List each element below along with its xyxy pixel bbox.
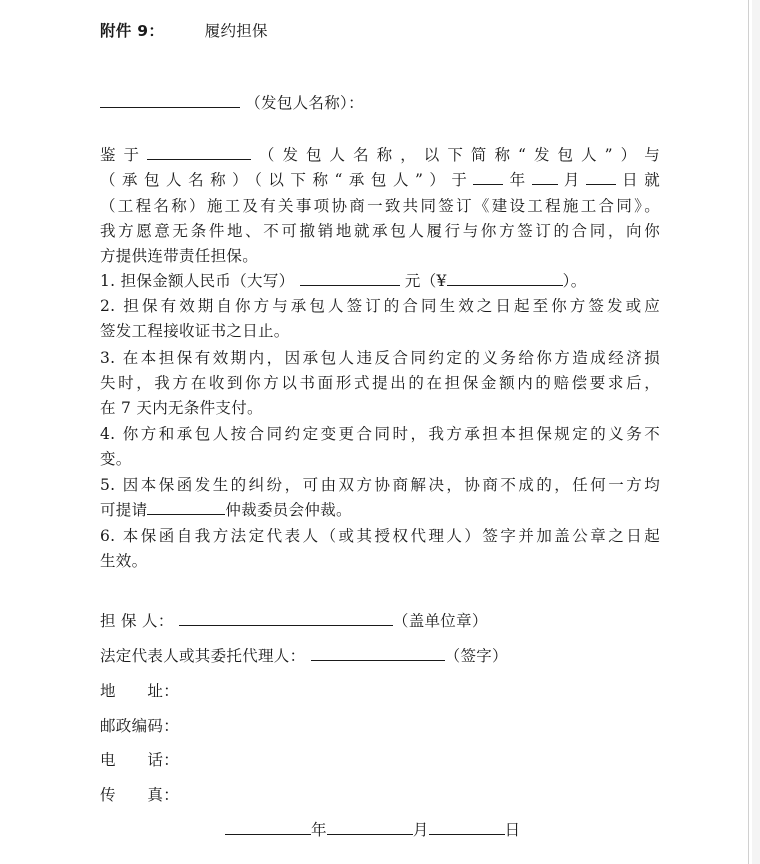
item-3-line-3: 在 7 天内无条件支付。 bbox=[100, 399, 263, 417]
salutation-text: （发包人名称）： bbox=[245, 94, 364, 112]
attachment-label: 附件 9： bbox=[100, 22, 165, 40]
fax-label: 传 真： bbox=[100, 786, 180, 804]
intro-line-2 bbox=[100, 170, 660, 190]
item-3-line-1: 3. 在本担保有效期内，因承包人违反合同约定的义务给你方造成经济损 bbox=[100, 349, 660, 367]
day-text: 日就 bbox=[615, 171, 660, 189]
item-text: ）。 bbox=[562, 272, 587, 290]
postal-code-label: 邮政编码： bbox=[100, 717, 180, 735]
date-year-blank[interactable] bbox=[225, 820, 311, 835]
item-2-line-1: 2. 担保有效期自你方与承包人签订的合同生效之日起至你方签发或应 bbox=[100, 297, 660, 315]
date-year-text: 年 bbox=[311, 821, 327, 839]
date-line bbox=[225, 820, 520, 840]
arbitration-commission-blank[interactable] bbox=[147, 500, 225, 515]
scroll-gutter bbox=[752, 0, 760, 864]
page-edge bbox=[748, 0, 749, 864]
intro-text: （承包人名称）（以下称“承包人”）于 bbox=[100, 171, 474, 189]
representative-blank[interactable] bbox=[311, 646, 445, 661]
phone-label: 电 话： bbox=[100, 751, 180, 769]
date-day-text: 日 bbox=[504, 821, 521, 839]
item-6-line-2: 生效。 bbox=[100, 552, 148, 570]
month-blank[interactable] bbox=[532, 170, 558, 185]
salutation-line bbox=[100, 93, 364, 113]
intro-text: 鉴于 bbox=[100, 146, 148, 164]
date-month-blank[interactable] bbox=[327, 820, 413, 835]
intro-line-4: 我方愿意无条件地、不可撤销地就承包人履行与你方签订的合同，向你 bbox=[100, 222, 660, 240]
item-text: 可提请 bbox=[100, 501, 148, 519]
item-text: 元（¥ bbox=[404, 272, 447, 290]
attachment-header bbox=[100, 21, 268, 41]
intro-line-5: 方提供连带责任担保。 bbox=[100, 247, 259, 265]
guarantor-blank[interactable] bbox=[179, 611, 393, 626]
item-2-line-2: 签发工程接收证书之日止。 bbox=[100, 322, 290, 340]
month-text: 月 bbox=[557, 171, 586, 189]
representative-note: （签字） bbox=[444, 647, 508, 665]
date-month-text: 月 bbox=[412, 821, 429, 839]
day-blank[interactable] bbox=[586, 170, 616, 185]
item-6-line-1: 6. 本保函自我方法定代表人（或其授权代理人）签字并加盖公章之日起 bbox=[100, 527, 660, 545]
amount-words-blank[interactable] bbox=[300, 271, 400, 286]
item-3-line-2: 失时，我方在收到你方以书面形式提出的在担保金额内的赔偿要求后， bbox=[100, 374, 660, 392]
employer-blank[interactable] bbox=[147, 145, 251, 160]
date-day-blank[interactable] bbox=[429, 820, 505, 835]
guarantor-line bbox=[100, 611, 488, 631]
representative-line bbox=[100, 646, 508, 666]
item-5-line-2 bbox=[100, 500, 352, 520]
guarantor-note: （盖单位章） bbox=[392, 612, 488, 630]
intro-text: （发包人名称，以下简称“发包人”）与 bbox=[251, 146, 661, 164]
intro-line-1 bbox=[100, 145, 660, 165]
item-1 bbox=[100, 271, 587, 291]
amount-figures-blank[interactable] bbox=[447, 271, 563, 286]
item-5-line-1: 5. 因本保函发生的纠纷，可由双方协商解决，协商不成的，任何一方均 bbox=[100, 476, 660, 494]
year-blank[interactable] bbox=[473, 170, 503, 185]
item-text: 仲裁委员会仲裁。 bbox=[225, 501, 352, 519]
item-4-line-1: 4. 你方和承包人按合同约定变更合同时，我方承担本担保规定的义务不 bbox=[100, 425, 660, 443]
guarantor-label: 担 保 人： bbox=[100, 612, 174, 630]
attachment-title: 履约担保 bbox=[204, 22, 268, 40]
year-text: 年 bbox=[503, 171, 532, 189]
item-text: 1. 担保金额人民币（大写） bbox=[100, 272, 295, 290]
item-4-line-2: 变。 bbox=[100, 450, 132, 468]
intro-line-3: （工程名称）施工及有关事项协商一致共同签订《建设工程施工合同》。 bbox=[100, 197, 660, 215]
employer-name-blank[interactable] bbox=[100, 93, 240, 108]
representative-label: 法定代表人或其委托代理人： bbox=[100, 647, 306, 665]
address-label: 地 址： bbox=[100, 682, 180, 700]
